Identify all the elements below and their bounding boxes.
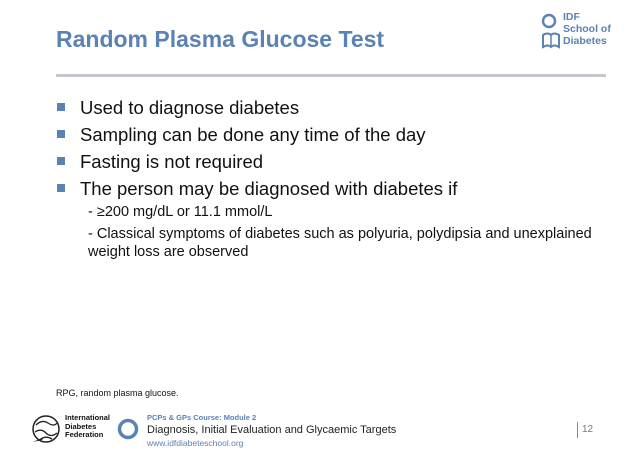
school-name <box>563 11 611 47</box>
slide-title: Random Plasma Glucose Test <box>56 26 385 52</box>
globe-icon <box>30 413 62 445</box>
course-url: www.idfdiabeteschool.org <box>147 438 244 448</box>
idf-name-line: Diabetes <box>65 421 97 431</box>
idf-name <box>65 414 110 440</box>
bullet-text: Sampling can be done any time of the day <box>80 124 426 145</box>
bullet-item <box>56 148 616 175</box>
idf-name-line: Federation <box>65 430 104 439</box>
idf-school-logo <box>541 11 613 55</box>
bullet-text: Fasting is not required <box>80 151 264 172</box>
square-bullet-icon <box>57 103 65 111</box>
square-bullet-icon <box>57 184 65 192</box>
bullet-text: The person may be diagnosed with diabetes if <box>80 178 458 199</box>
bullet-item <box>56 94 616 121</box>
school-name-line: School of <box>563 23 611 35</box>
sub-point: - ≥200 mg/dL or 11.1 mmol/L <box>88 204 273 220</box>
idf-name-line: International <box>65 413 111 422</box>
school-name-line: IDF <box>563 11 580 23</box>
abbreviation-footnote: RPG, random plasma glucose. <box>56 388 179 398</box>
course-topic: Diagnosis, Initial Evaluation and Glycaemic Targets <box>147 424 397 436</box>
page-number-divider <box>577 422 578 438</box>
bullet-item <box>56 121 616 148</box>
square-bullet-icon <box>57 157 65 165</box>
square-bullet-icon <box>57 130 65 138</box>
bullet-list <box>56 94 616 202</box>
school-name-line: Diabetes <box>563 35 607 47</box>
open-book-icon <box>541 13 561 53</box>
title-divider <box>56 74 606 77</box>
course-label: PCPs & GPs Course: Module 2 <box>147 413 257 422</box>
sub-point: - Classical symptoms of diabetes such as polyuria, polydipsia and unexplained weight loss are observed <box>88 226 592 260</box>
page-number: 12 <box>582 424 594 435</box>
idf-logo <box>30 411 110 447</box>
bullet-text: Used to diagnose diabetes <box>80 97 300 118</box>
blue-circle-icon <box>117 418 139 440</box>
bullet-item <box>56 175 616 202</box>
